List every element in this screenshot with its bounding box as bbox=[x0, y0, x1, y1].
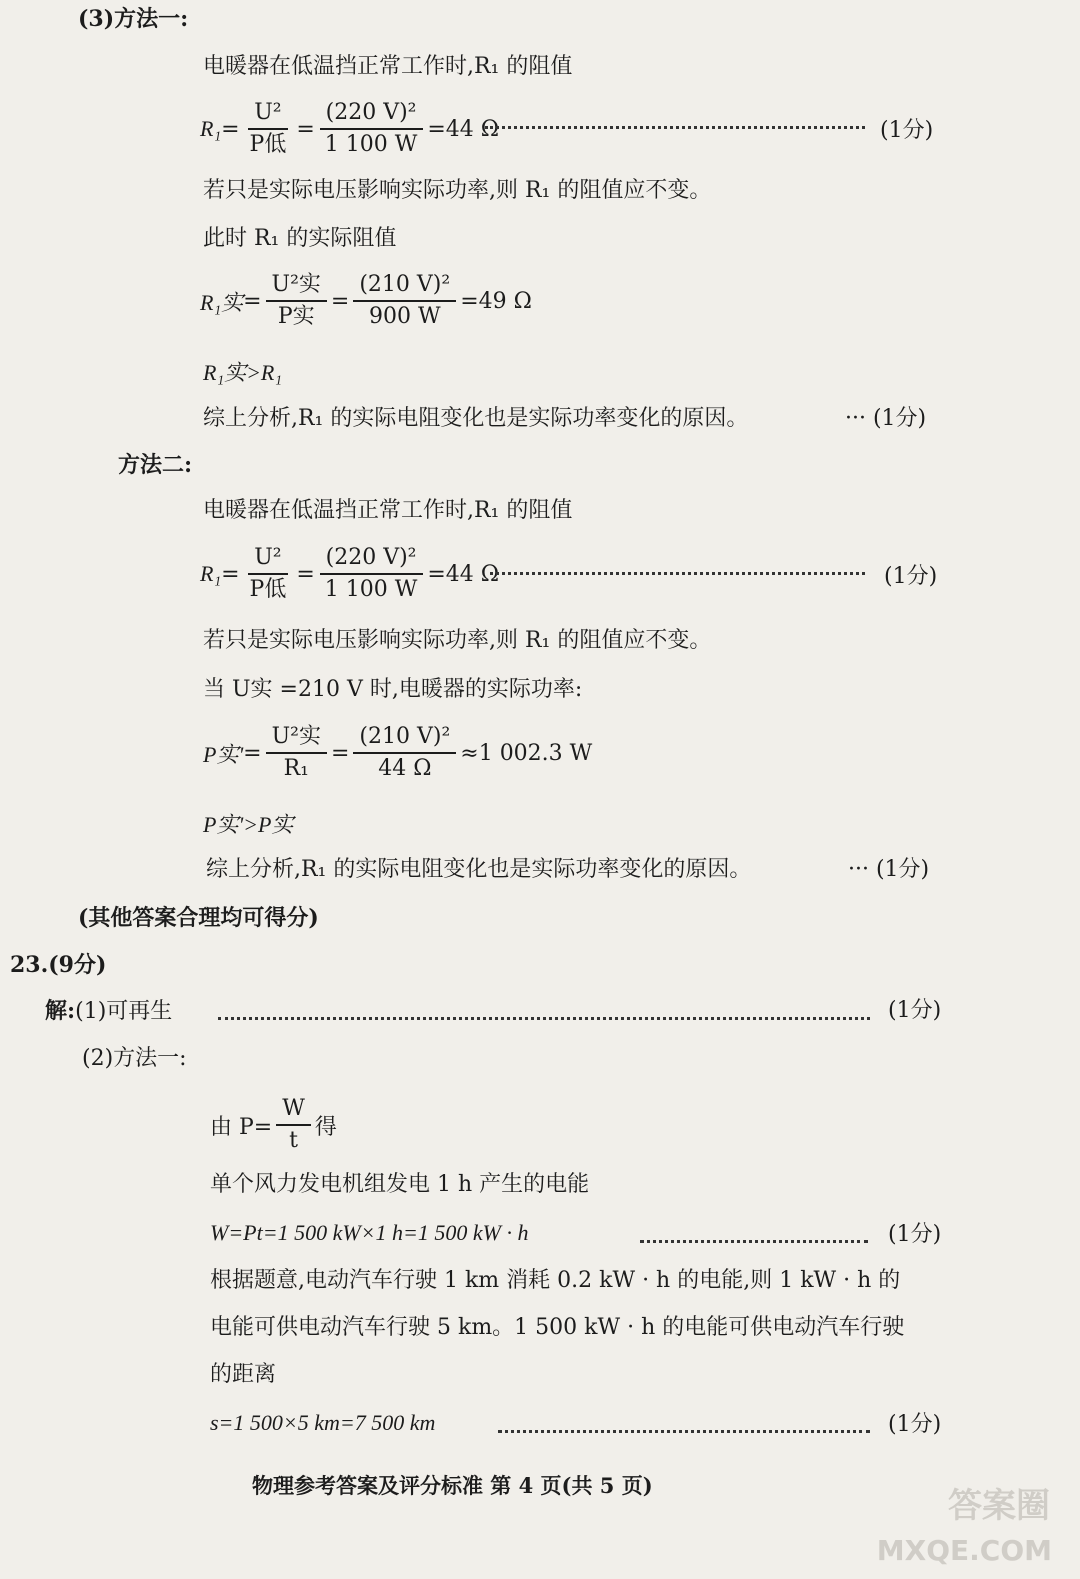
m2-assumption: 若只是实际电压影响实际功率,则 R₁ 的阻值应不变。 bbox=[203, 628, 712, 653]
part3-heading: (3)方法一: bbox=[78, 6, 189, 32]
dot-leader bbox=[485, 122, 865, 129]
method2-heading: 方法二: bbox=[118, 452, 193, 478]
reasoning-line-3: 的距离 bbox=[210, 1362, 277, 1387]
formula-lhs: P实' bbox=[203, 741, 244, 767]
m2-comparison bbox=[203, 810, 293, 841]
formula-result: ≈1 002.3 W bbox=[460, 740, 593, 766]
denominator: 1 100 W bbox=[324, 132, 418, 157]
watermark-url: MXQE.COM bbox=[876, 1534, 1052, 1567]
fraction bbox=[244, 100, 293, 158]
part1-answer: (1)可再生 bbox=[75, 999, 173, 1024]
fraction bbox=[319, 545, 424, 603]
numerator: (220 V)² bbox=[320, 545, 423, 575]
by-prefix: 由 P= bbox=[210, 1114, 273, 1140]
score-mark: (1分) bbox=[884, 564, 938, 589]
denominator: P低 bbox=[249, 577, 287, 602]
fraction bbox=[353, 272, 456, 330]
numerator: U²实 bbox=[266, 272, 327, 302]
q23-heading: 23.(9分) bbox=[10, 952, 107, 978]
solution-prefix: 解: bbox=[45, 998, 76, 1024]
score-mark: ··· (1分) bbox=[848, 857, 930, 882]
reasoning-line-1: 根据题意,电动汽车行驶 1 km 消耗 0.2 kW · h 的电能,则 1 kW · h 的 bbox=[210, 1268, 901, 1293]
denominator: 44 Ω bbox=[378, 756, 432, 781]
energy-intro: 单个风力发电机组发电 1 h 产生的电能 bbox=[210, 1172, 590, 1197]
m2-resistance-intro: 电暖器在低温挡正常工作时,R₁ 的阻值 bbox=[203, 498, 573, 523]
formula-lhs: R₁ bbox=[200, 116, 222, 141]
numerator: U² bbox=[248, 545, 287, 575]
alternative-note: (其他答案合理均可得分) bbox=[78, 905, 319, 931]
q23-part1 bbox=[45, 996, 172, 1027]
score-mark: (1分) bbox=[880, 118, 934, 143]
dot-leader bbox=[218, 1013, 870, 1020]
power-definition bbox=[210, 1096, 337, 1154]
numerator: (220 V)² bbox=[320, 100, 423, 130]
denominator: P低 bbox=[249, 132, 287, 157]
m2-power-formula: P实' = $\frac{\text{U²实}}{\text{R₁}}$ = $\frac{\text{(210 V)²}}{44 \Omega}$ ≈1 002.3 W bbox=[203, 724, 593, 781]
fraction bbox=[319, 100, 424, 158]
q23-part2-heading: (2)方法一: bbox=[82, 1046, 187, 1071]
comparison-text: R₁实>R₁ bbox=[203, 360, 283, 385]
fraction bbox=[244, 545, 293, 603]
fraction bbox=[276, 1096, 311, 1154]
fraction bbox=[266, 272, 327, 330]
m1-resistance-intro: 电暖器在低温挡正常工作时,R₁ 的阻值 bbox=[203, 54, 573, 79]
numerator: (210 V)² bbox=[353, 272, 456, 302]
m2-conclusion: 综上分析,R₁ 的实际电阻变化也是实际功率变化的原因。 bbox=[206, 857, 752, 882]
energy-formula bbox=[210, 1218, 528, 1249]
m2-r1-formula: R₁ = $\frac{\text{U²}}{\text{P低}}$ = $\frac{\text{(220 V)²}}{1 100 W}$ =44 Ω bbox=[200, 545, 500, 602]
distance-formula bbox=[210, 1408, 435, 1439]
score-mark: (1分) bbox=[888, 1222, 942, 1247]
score-mark: (1分) bbox=[888, 998, 942, 1023]
m1-r1-actual-formula: R₁实 = $\frac{\text{U²实}}{\text{P实}}$ = $\frac{\text{(210 V)²}}{900 W}$ =49 Ω bbox=[200, 272, 532, 329]
comparison-text: P实'>P实 bbox=[203, 812, 294, 837]
denominator: R₁ bbox=[283, 756, 309, 781]
formula-result: =44 Ω bbox=[427, 561, 500, 587]
formula-result: =49 Ω bbox=[460, 288, 532, 314]
numerator: U² bbox=[248, 100, 287, 130]
denominator: P实 bbox=[277, 304, 315, 329]
score-mark: ··· (1分) bbox=[845, 406, 927, 431]
fraction bbox=[266, 724, 327, 782]
denominator: 1 100 W bbox=[324, 577, 418, 602]
m1-r1-formula: R₁ = $\frac{\text{U²}}{\text{P低}}$ = $\frac{\text{(220 V)²}}{1 100 W}$ =44 Ω bbox=[200, 100, 500, 157]
dot-leader bbox=[490, 568, 865, 575]
dot-leader bbox=[498, 1426, 870, 1433]
distance-equation: s=1 500×5 km=7 500 km bbox=[210, 1410, 436, 1435]
numerator: U²实 bbox=[266, 724, 327, 754]
score-mark: (1分) bbox=[888, 1412, 942, 1437]
reasoning-line-2: 电能可供电动汽车行驶 5 km。1 500 kW · h 的电能可供电动汽车行驶 bbox=[210, 1315, 905, 1340]
m1-conclusion: 综上分析,R₁ 的实际电阻变化也是实际功率变化的原因。 bbox=[203, 406, 749, 431]
dot-leader bbox=[640, 1236, 868, 1243]
by-suffix: 得 bbox=[314, 1114, 337, 1140]
denominator: 900 W bbox=[368, 304, 441, 329]
formula-lhs: R₁ bbox=[200, 561, 222, 586]
denominator: t bbox=[289, 1128, 298, 1153]
m1-assumption: 若只是实际电压影响实际功率,则 R₁ 的阻值应不变。 bbox=[203, 178, 712, 203]
page-footer: 物理参考答案及评分标准 第 4 页(共 5 页) bbox=[252, 1473, 653, 1498]
formula-lhs: R₁实 bbox=[200, 289, 244, 315]
fraction bbox=[353, 724, 456, 782]
numerator: W bbox=[276, 1096, 311, 1126]
watermark-logo-text: 答案圈 bbox=[948, 1486, 1050, 1526]
m1-comparison bbox=[203, 358, 282, 389]
numerator: (210 V)² bbox=[353, 724, 456, 754]
m1-actual-intro: 此时 R₁ 的实际阻值 bbox=[203, 226, 397, 251]
watermark-logo bbox=[948, 1478, 1050, 1527]
energy-equation: W=Pt=1 500 kW×1 h=1 500 kW · h bbox=[210, 1220, 529, 1245]
formula-result: =44 Ω bbox=[427, 116, 500, 142]
m2-actual-power-intro: 当 U实 =210 V 时,电暖器的实际功率: bbox=[203, 677, 583, 702]
